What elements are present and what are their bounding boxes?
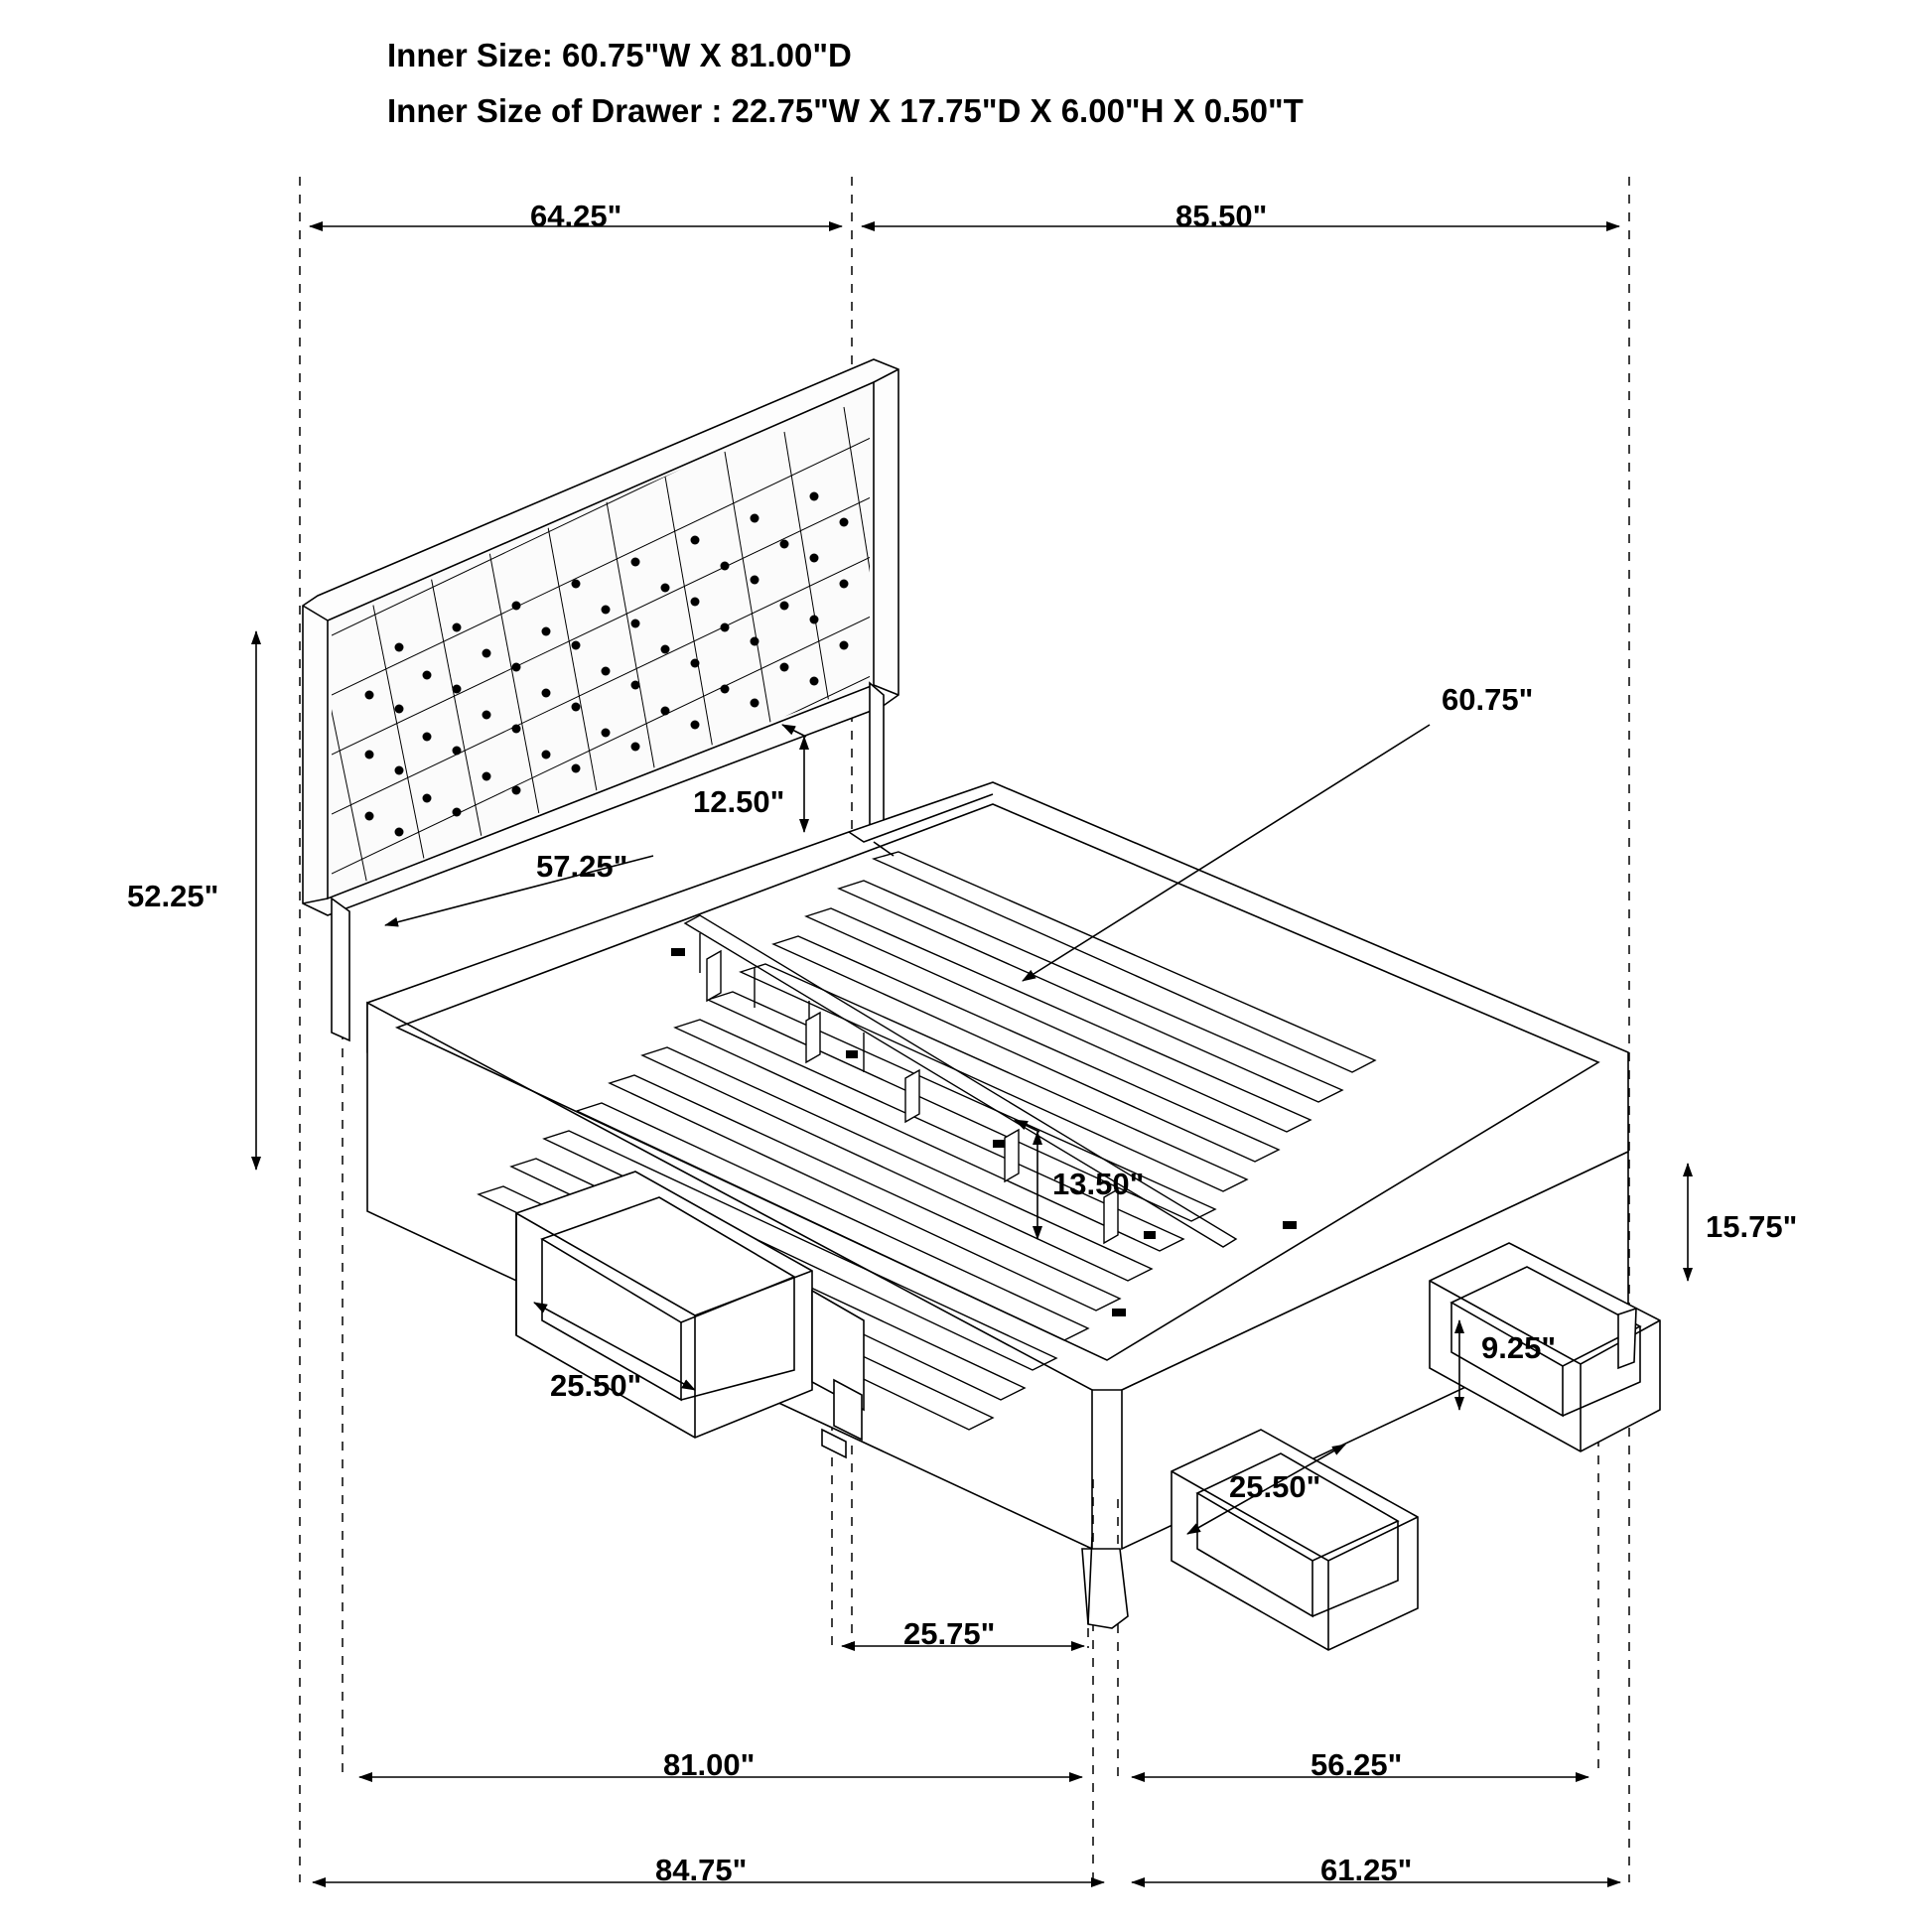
dim-overall-left-length: 84.75" xyxy=(655,1853,748,1887)
dim-bottom-left-length: 81.00" xyxy=(663,1747,756,1782)
dim-top-right-width: 85.50" xyxy=(1175,199,1268,233)
dim-side-height: 15.75" xyxy=(1706,1209,1798,1244)
header-line-1: Inner Size: 60.75"W X 81.00"D xyxy=(387,37,852,73)
dim-top-left-width: 64.25" xyxy=(530,199,622,233)
dim-headboard-gap: 12.50" xyxy=(693,784,785,819)
dim-slat-width: 60.75" xyxy=(1442,682,1534,717)
dim-slat-clearance: 13.50" xyxy=(1052,1167,1145,1201)
dim-footboard-offset: 25.75" xyxy=(903,1616,996,1651)
dim-drawer-height: 9.25" xyxy=(1481,1330,1557,1365)
dim-drawer-left-depth: 25.50" xyxy=(550,1368,642,1403)
dim-drawer-right-depth: 25.50" xyxy=(1229,1469,1321,1504)
dim-headboard-panel-width: 57.25" xyxy=(536,849,628,884)
dim-overall-right-length: 61.25" xyxy=(1320,1853,1413,1887)
header-line-2: Inner Size of Drawer : 22.75"W X 17.75"D X 6.00"H X 0.50"T xyxy=(387,92,1304,129)
dim-headboard-height: 52.25" xyxy=(127,879,219,913)
dim-bottom-right-length: 56.25" xyxy=(1311,1747,1403,1782)
